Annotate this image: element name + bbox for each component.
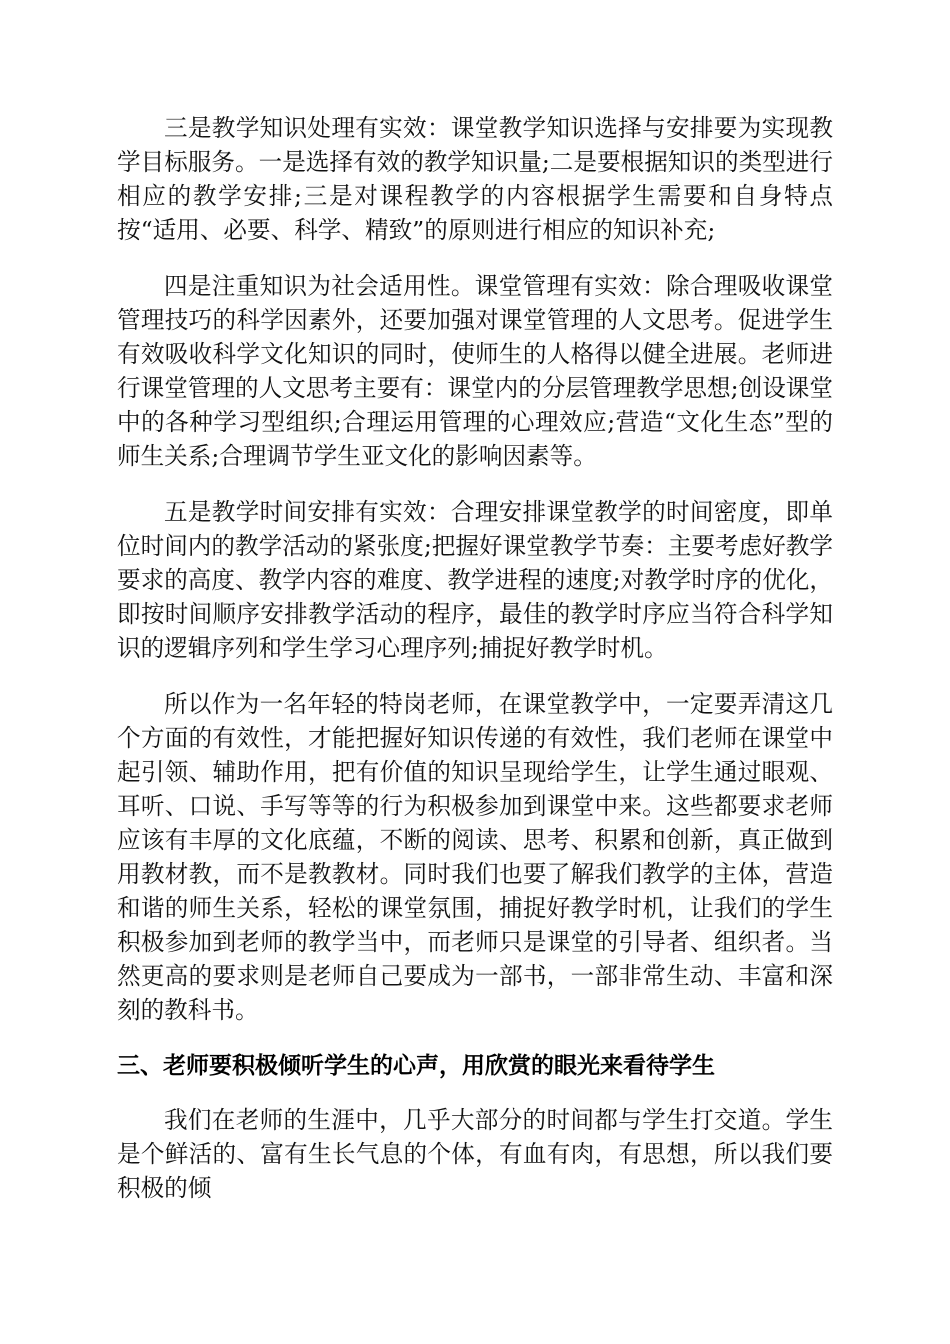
document-page (117, 111, 833, 1227)
paragraph-conclusion: 所以作为一名年轻的特岗老师，在课堂教学中，一定要弄清这几个方面的有效性，才能把握好知识传递的有效性，我们老师在课堂中起引领、辅助作用，把有价值的知识呈现给学生，让学生通过眼观、耳听、口说、手写等等的行为积极参加到课堂中来。这些都要求老师应该有丰厚的文化底蕴，不断的阅读、思考、积累和创新，真正做到用教材教，而不是教教材。同时我们也要了解我们教学的主体，营造和谐的师生关系，轻松的课堂氛围，捕捉好教学时机，让我们的学生积极参加到老师的教学当中，而老师只是课堂的引导者、组织者。当然更高的要求则是老师自己要成为一部书，一部非常生动、丰富和深刻的教科书。 (117, 690, 833, 1024)
paragraph-classroom-management: 四是注重知识为社会适用性。课堂管理有实效：除合理吸收课堂管理技巧的科学因素外，还要加强对课堂管理的人文思考。促进学生有效吸收科学文化知识的同时，使师生的人格得以健全进展。老师进行课堂管理的人文思考主要有：课堂内的分层管理教学思想;创设课堂中的各种学习型组织;合理运用管理的心理效应;营造“文化生态”型的师生关系;合理调节学生亚文化的影响因素等。 (117, 272, 833, 470)
paragraph-listening-students: 我们在老师的生涯中，几乎大部分的时间都与学生打交道。学生是个鲜活的、富有生长气息的个体，有血有肉，有思想，所以我们要积极的倾 (117, 1106, 833, 1202)
paragraph-time-arrangement: 五是教学时间安排有实效：合理安排课堂教学的时间密度，即单位时间内的教学活动的紧张度;把握好课堂教学节奏：主要考虑好教学要求的高度、教学内容的难度、教学进程的速度;对教学时序的优化，即按时间顺序安排教学活动的程序，最佳的教学时序应当符合科学知识的逻辑序列和学生学习心理序列;捕捉好教学时机。 (117, 498, 833, 662)
paragraph-knowledge-handling: 三是教学知识处理有实效：课堂教学知识选择与安排要为实现教学目标服务。一是选择有效的教学知识量;二是要根据知识的类型进行相应的教学安排;三是对课程教学的内容根据学生需要和自身特点按“适用、必要、科学、精致”的原则进行相应的知识补充; (117, 114, 833, 244)
section-heading: 三、老师要积极倾听学生的心声，用欣赏的眼光来看待学生 (117, 1053, 715, 1079)
